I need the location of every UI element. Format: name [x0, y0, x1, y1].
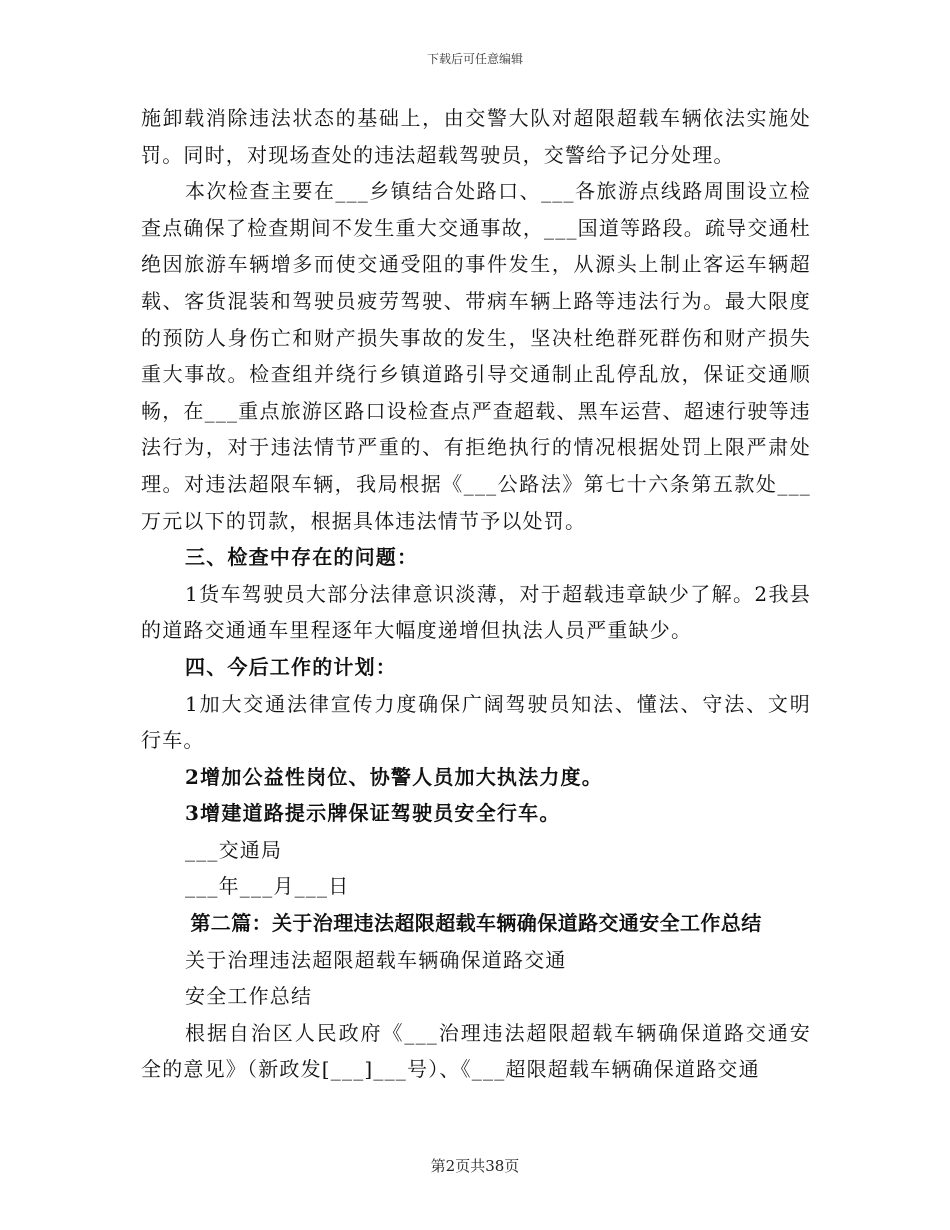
document-body: [141, 100, 811, 1088]
paragraph-problems: 1货车驾驶员大部分法律意识淡薄，对于超载违章缺少了解。2我县的道路交通通车里程逐年大幅度递增但执法人员严重缺少。: [141, 581, 811, 643]
plan-item-1: 1加大交通法律宣传力度确保广阔驾驶员知法、懂法、守法、文明行车。: [141, 691, 811, 753]
signature-date: ___年___月___日: [185, 874, 350, 899]
page-number: 第2页共38页: [430, 1157, 520, 1175]
subtitle-line-1: 关于治理违法超限超载车辆确保道路交通: [185, 947, 567, 972]
subtitle-line-2: 安全工作总结: [185, 984, 313, 1009]
signature-bureau: ___交通局: [185, 837, 283, 862]
paragraph-opening: 根据自治区人民政府《___治理违法超限超载车辆确保道路交通安全的意见》（新政发[___]___号）、《___超限超载车辆确保道路交通: [141, 1020, 811, 1082]
section-heading-plans: 四、今后工作的计划：: [185, 654, 397, 679]
paragraph-continuation: 施卸载消除违法状态的基础上，由交警大队对超限超载车辆依法实施处罚。同时，对现场查处的违法超载驾驶员，交警给予记分处理。: [141, 106, 811, 167]
page-header: 下载后可任意编辑: [426, 52, 523, 66]
section-heading-problems: 三、检查中存在的问题：: [185, 545, 419, 570]
plan-item-2: 2增加公益性岗位、协警人员加大执法力度。: [185, 764, 603, 789]
plan-item-3: 3增建道路提示牌保证驾驶员安全行车。: [185, 801, 561, 826]
second-article-title: 第二篇：关于治理违法超限超载车辆确保道路交通安全工作总结: [190, 911, 762, 936]
paragraph-inspection-details: 本次检查主要在___乡镇结合处路口、___各旅游点线路周围设立检查点确保了检查期间不发生重大交通事故，___国道等路段。疏导交通杜绝因旅游车辆增多而使交通受阻的事件发生，从源头上制止客运车辆超载、客货混装和驾驶员疲劳驾驶、带病车辆上路等违法行为。最大限度的预防人身伤亡和财产损失事故的发生，坚决杜绝群死群伤和财产损失重大事故。检查组并绕行乡镇道路引导交通制止乱停乱放，保证交通顺畅，在___重点旅游区路口设检查点严查超载、黑车运营、超速行驶等违法行为，对于违法情节严重的、有拒绝执行的情况根据处罚上限严肃处理。对违法超限车辆，我局根据《___公路法》第七十六条第五款处___万元以下的罚款，根据具体违法情节予以处罚。: [141, 179, 811, 533]
